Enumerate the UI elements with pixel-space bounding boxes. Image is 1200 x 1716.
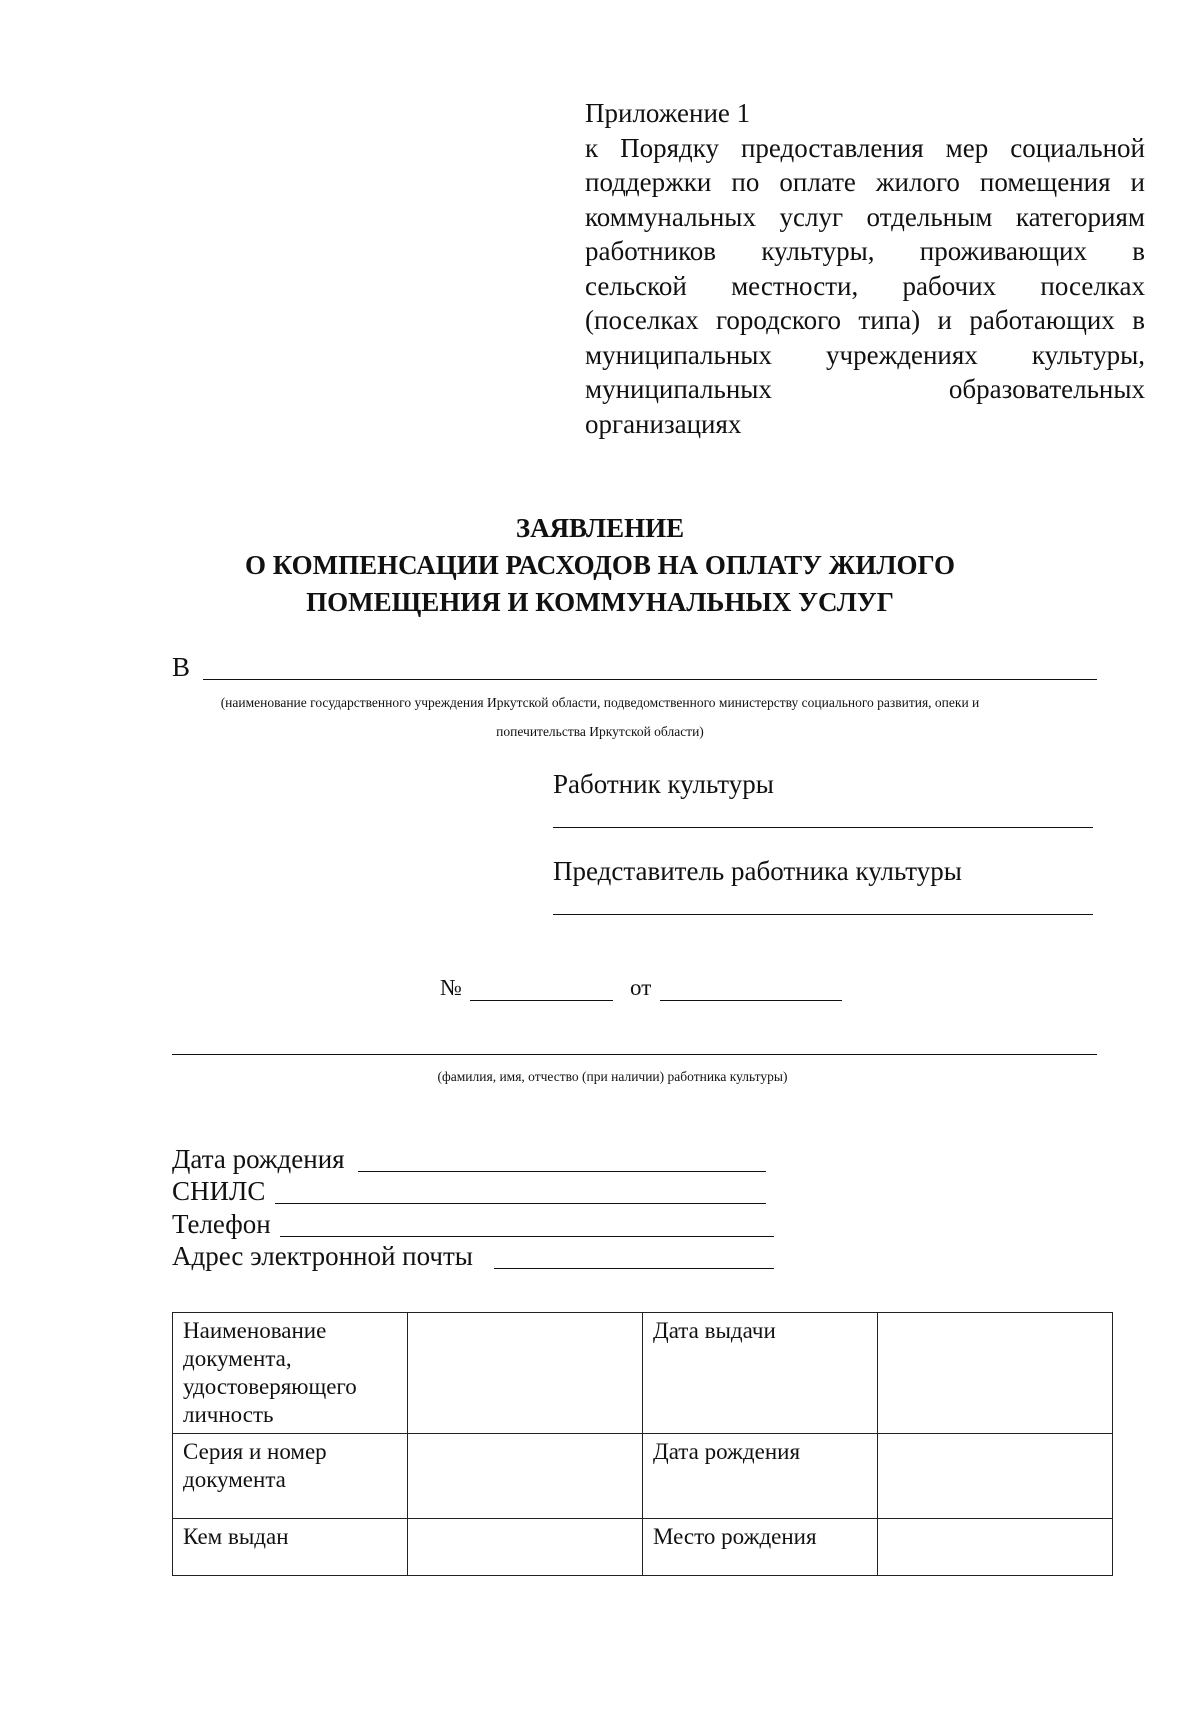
- snils-input-line[interactable]: [275, 1203, 766, 1204]
- recipient-note: попечительства Иркутской области): [496, 724, 704, 739]
- number-input-line[interactable]: [470, 1000, 613, 1001]
- phone-input-line[interactable]: [280, 1236, 774, 1237]
- appendix-line: Приложение 1: [585, 98, 751, 128]
- recipient-prefix: В: [172, 652, 191, 682]
- appendix-line: организациях: [585, 408, 742, 439]
- document-subtitle-line: ПОМЕЩЕНИЯ И КОММУНАЛЬНЫХ УСЛУГ: [306, 587, 894, 617]
- table-birth-date-cell[interactable]: [878, 1434, 1113, 1519]
- appendix-line: поддержки по оплате жилого помещения и: [585, 167, 1145, 197]
- worker-label: Работник культуры: [553, 769, 774, 799]
- from-label: от: [630, 975, 652, 1000]
- birth-date-label: Дата рождения: [172, 1144, 345, 1174]
- worker-input-line[interactable]: [553, 827, 1093, 828]
- appendix-line: (поселках городского типа) и работающих в: [585, 305, 1145, 335]
- snils-label: СНИЛС: [172, 1176, 266, 1206]
- issue-date-cell[interactable]: [878, 1313, 1113, 1434]
- issued-by-cell[interactable]: [408, 1519, 643, 1576]
- representative-label: Представитель работника культуры: [553, 856, 962, 886]
- identity-document-table: [172, 1312, 1113, 1576]
- birth-place-cell[interactable]: [878, 1519, 1113, 1576]
- appendix-line: сельской местности, рабочих поселках: [585, 270, 1145, 301]
- representative-input-line[interactable]: [553, 914, 1093, 915]
- table-row: [173, 1519, 1113, 1576]
- document-name-label: Наименование документа, удостоверяющего личность: [173, 1313, 408, 1434]
- recipient-note: (наименование государственного учреждения Иркутской области, подведомственного министерству социального развития, опеки и: [220, 695, 980, 710]
- fio-note: (фамилия, имя, отчество (при наличии) работника культуры): [437, 1069, 788, 1084]
- table-birth-date-label: Дата рождения: [643, 1434, 878, 1519]
- appendix-header: [585, 96, 1145, 441]
- email-label: Адрес электронной почты: [172, 1241, 473, 1271]
- series-number-cell[interactable]: [408, 1434, 643, 1519]
- phone-label: Телефон: [172, 1209, 271, 1239]
- appendix-line: к Порядку предоставления мер социальной: [585, 132, 1145, 163]
- table-row: [173, 1434, 1113, 1519]
- date-input-line[interactable]: [660, 1000, 842, 1001]
- appendix-line: работников культуры, проживающих в: [585, 236, 1145, 266]
- issued-by-label: Кем выдан: [173, 1519, 408, 1576]
- recipient-input-line[interactable]: [203, 679, 1097, 680]
- table-row: [173, 1313, 1113, 1434]
- fio-input-line[interactable]: [172, 1054, 1097, 1055]
- appendix-line: муниципальных образовательных: [585, 374, 1145, 404]
- document-title: ЗАЯВЛЕНИЕ: [515, 513, 685, 543]
- appendix-line: коммунальных услуг отдельным категориям: [585, 201, 1145, 232]
- number-label: №: [440, 975, 462, 1000]
- appendix-line: муниципальных учреждениях культуры,: [585, 339, 1145, 370]
- email-input-line[interactable]: [494, 1268, 774, 1269]
- document-subtitle-line: О КОМПЕНСАЦИИ РАСХОДОВ НА ОПЛАТУ ЖИЛОГО: [244, 550, 956, 580]
- birth-date-input-line[interactable]: [358, 1171, 766, 1172]
- series-number-label: Серия и номер документа: [173, 1434, 408, 1519]
- issue-date-label: Дата выдачи: [643, 1313, 878, 1434]
- birth-place-label: Место рождения: [643, 1519, 878, 1576]
- document-name-cell[interactable]: [408, 1313, 643, 1434]
